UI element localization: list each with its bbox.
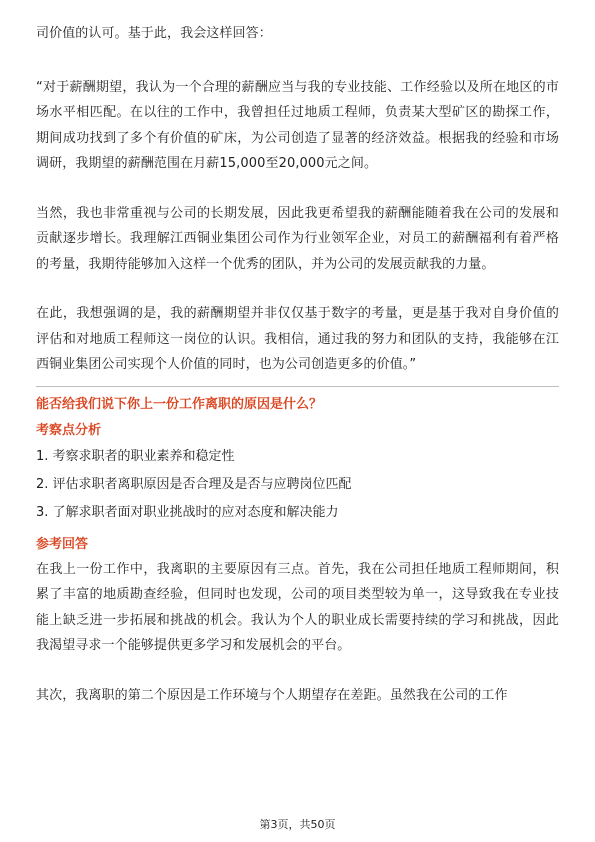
answer-paragraph: “对于薪酬期望，我认为一个合理的薪酬应当与我的专业技能、工作经验以及所在地区的市场水平相匹配。在以往的工作中，我曾担任过地质工程师，负责某大型矿区的勘探工作，期间成功找到了多个有价值的矿床，为公司创造了显著的经济效益。根据我的经验和市场调研，我期望的薪酬范围在月薪15,000至20,000元之间。 — [36, 79, 559, 171]
analysis-list — [36, 443, 559, 527]
intro-line: 司价值的认可。基于此，我会这样回答： — [36, 26, 272, 41]
spacer — [36, 277, 559, 301]
list-item: 1. 考察求职者的职业素养和稳定性 — [36, 448, 235, 464]
analysis-label: 考察点分析 — [36, 422, 102, 438]
reference-label: 参考回答 — [36, 536, 89, 552]
spacer — [36, 47, 559, 75]
answer-paragraph: 其次，我离职的第二个原因是工作环境与个人期望存在差距。虽然我在公司的工作 — [36, 687, 508, 703]
spacer — [36, 177, 559, 201]
list-item: 3. 了解求职者面对职业挑战时的应对态度和解决能力 — [36, 504, 339, 520]
answer-paragraph: 在我上一份工作中，我离职的主要原因有三点。首先，我在公司担任地质工程师期间，积累了丰富的地质勘查经验，但同时也发现，公司的项目类型较为单一，这导致我在专业技能上缺乏进一步拓展和挑战的机会。我认为个人的职业成长需要持续的学习和挑战，因此我渴望寻求一个能够提供更多学习和发展机会的平台。 — [36, 561, 559, 653]
answer-paragraph: 在此，我想强调的是，我的薪酬期望并非仅仅基于数字的考量，更是基于我对自身价值的评估和对地质工程师这一岗位的认识。我相信，通过我的努力和团队的支持，我能够在江西铜业集团公司实现个人价值的同时，也为公司创造更多的价值。” — [36, 306, 559, 372]
spacer — [36, 527, 559, 535]
page-footer: 第3页，共50页 — [259, 818, 336, 831]
list-item: 2. 评估求职者离职原因是否合理及是否与应聘岗位匹配 — [36, 476, 352, 492]
answer-paragraph: 当然，我也非常重视与公司的长期发展，因此我更希望我的薪酬能随着我在公司的发展和贡献逐步增长。我理解江西铜业集团公司作为行业领军企业，对员工的薪酬福利有着严格的考量，我期待能够加入这样一个优秀的团队，并为公司的发展贡献我的力量。 — [36, 205, 559, 272]
spacer — [36, 659, 559, 683]
question-heading: 能否给我们说下你上一份工作离职的原因是什么？ — [36, 396, 323, 412]
spacer — [36, 387, 559, 395]
document-page — [36, 0, 559, 708]
spacer — [36, 378, 559, 386]
